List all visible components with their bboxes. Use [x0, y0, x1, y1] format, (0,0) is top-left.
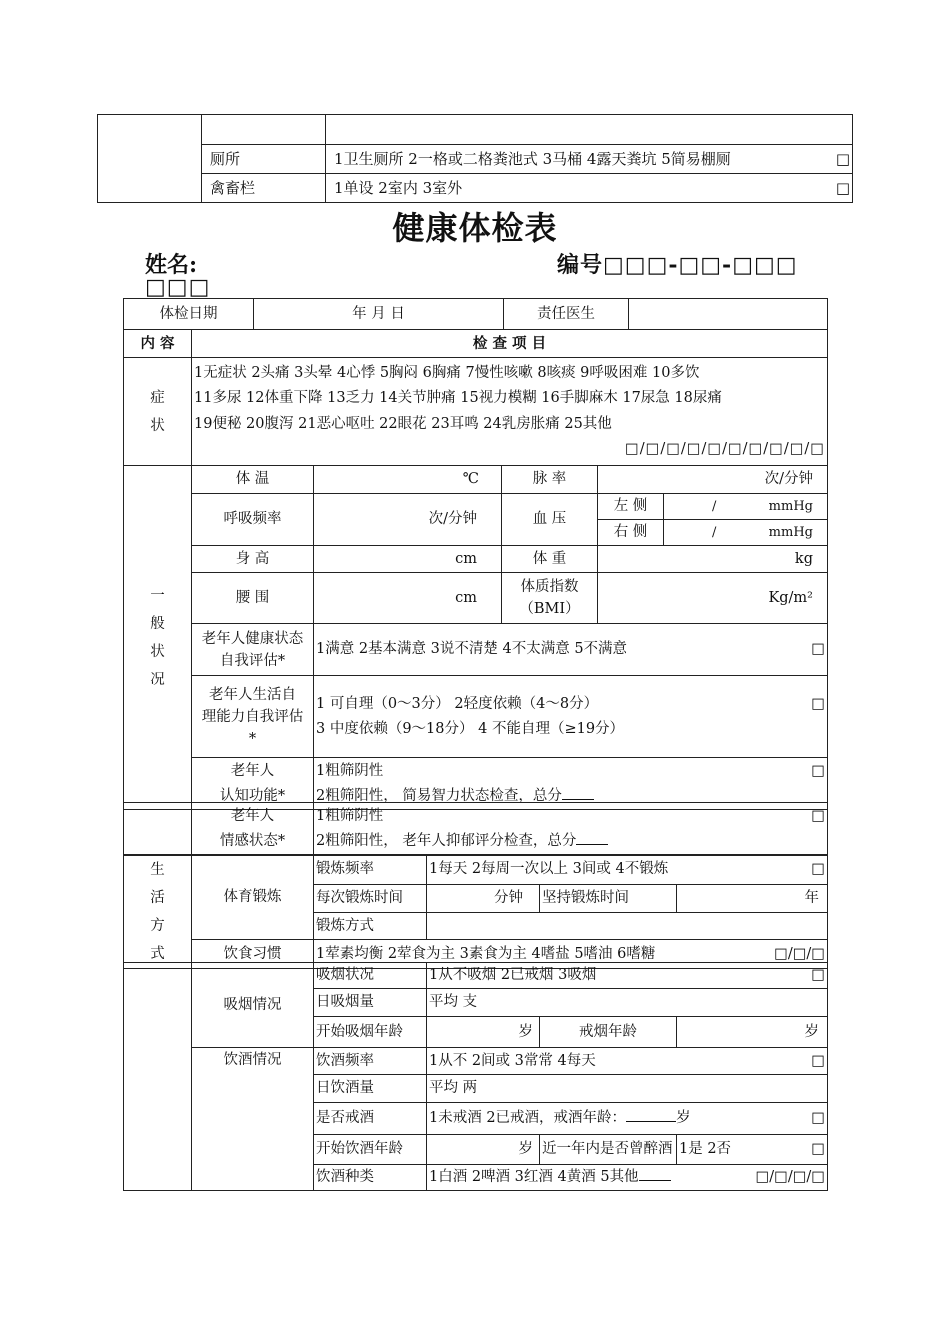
top-section-table	[97, 114, 853, 203]
symptoms-line-1: 1无症状 2头痛 3头晕 4心悸 5胸闷 6胸痛 7慢性咳嗽 8咳痰 9呼吸困难 10多饮	[194, 364, 700, 381]
cognitive-label: 老年人 认知功能*	[192, 758, 314, 810]
toilet-options: 1卫生厕所 2一格或二格粪池式 3马桶 4露天粪坑 5简易棚厕	[334, 149, 731, 168]
general-status-table	[123, 465, 828, 810]
top-left-blank-cell	[98, 115, 202, 203]
temperature-value[interactable]: ℃	[314, 466, 502, 494]
name-label: 姓名:	[145, 252, 198, 278]
exam-date-value[interactable]: 年 月 日	[254, 299, 504, 330]
bp-left-value[interactable]: / mmHg	[664, 494, 828, 520]
waist-value[interactable]: cm	[314, 573, 502, 624]
drinking-start-age-value[interactable]: 岁	[427, 1135, 540, 1165]
drink-type-label: 饮酒种类	[314, 1165, 427, 1191]
height-value[interactable]: cm	[314, 546, 502, 573]
page-title: 健康体检表	[392, 209, 558, 247]
toilet-checkbox[interactable]: □	[835, 149, 850, 168]
toilet-label: 厕所	[202, 145, 326, 174]
drunk-last-year-label: 近一年内是否曾醉酒	[540, 1135, 677, 1165]
blood-pressure-label: 血 压	[502, 494, 598, 546]
pulse-value[interactable]: 次/分钟	[598, 466, 828, 494]
exercise-mode-value[interactable]	[427, 913, 828, 940]
self-care-checkbox[interactable]: □	[811, 695, 825, 712]
exam-info-table	[123, 298, 828, 330]
top-row-label	[202, 115, 326, 145]
drink-type-other-blank[interactable]	[639, 1166, 671, 1181]
quit-drinking-checkbox[interactable]: □	[811, 1110, 825, 1126]
drinking-frequency-checkbox[interactable]: □	[811, 1052, 825, 1069]
drinking-frequency-options: 1从不 2间或 3常常 4每天 □	[427, 1048, 828, 1075]
emotion-score-blank[interactable]	[576, 830, 608, 845]
quit-smoking-age-label: 戒烟年龄	[540, 1017, 677, 1048]
quit-drinking-label: 是否戒酒	[314, 1103, 427, 1135]
drink-type-checkboxes[interactable]: □/□/□/□	[755, 1169, 825, 1185]
symptoms-checkboxes[interactable]: □/□/□/□/□/□/□/□/□/□	[625, 441, 825, 457]
self-care-options: □ 1 可自理（0～3分） 2轻度依赖（4～8分） 3 中度依赖（9～18分） 4 不能自理（≥19分）	[314, 676, 828, 758]
smoking-status-checkbox[interactable]: □	[811, 967, 825, 983]
smoking-drinking-table	[123, 962, 828, 1191]
weight-value[interactable]: kg	[598, 546, 828, 573]
health-self-eval-options: 1满意 2基本满意 3说不清楚 4不太满意 5不满意 □	[314, 624, 828, 676]
emotion-table	[123, 802, 828, 855]
daily-drinking-label: 日饮酒量	[314, 1075, 427, 1103]
exercise-duration-label: 每次锻炼时间	[314, 884, 427, 913]
symptoms-section-label: 症 状	[124, 358, 192, 466]
smoking-start-age-value[interactable]: 岁	[427, 1017, 540, 1048]
respiration-value[interactable]: 次/分钟	[314, 494, 502, 546]
serial-number-label: 编号□□□-□□-□□□	[557, 252, 798, 278]
bmi-label: 体质指数 （BMI）	[502, 573, 598, 624]
drinking-label: 饮酒情况	[192, 1048, 314, 1191]
diet-checkboxes[interactable]: □/□/□	[774, 945, 825, 962]
diet-label: 饮食习惯	[192, 940, 314, 969]
bp-left-label: 左 侧	[598, 494, 664, 520]
exercise-persist-value[interactable]: 年	[677, 884, 828, 913]
doctor-value[interactable]	[629, 299, 828, 330]
daily-smoking-label: 日吸烟量	[314, 989, 427, 1017]
livestock-pen-options: 1单设 2室内 3室外	[334, 178, 463, 197]
bp-right-value[interactable]: / mmHg	[664, 520, 828, 546]
livestock-pen-label: 禽畜栏	[202, 174, 326, 203]
daily-smoking-value[interactable]: 平均 支	[427, 989, 828, 1017]
exercise-frequency-checkbox[interactable]: □	[811, 861, 825, 878]
livestock-pen-checkbox[interactable]: □	[835, 178, 850, 197]
exam-date-label: 体检日期	[124, 299, 254, 330]
daily-drinking-value[interactable]: 平均 两	[427, 1075, 828, 1103]
symptoms-line-3: 19便秘 20腹泻 21恶心呕吐 22眼花 23耳鸣 24乳房胀痛 25其他	[194, 415, 612, 432]
emotion-options: □ 1粗筛阴性 2粗筛阳性， 老年人抑郁评分检查，总分	[314, 803, 828, 855]
content-header-left: 内 容	[124, 330, 192, 358]
exercise-label: 体育锻炼	[192, 856, 314, 940]
quit-drinking-options: 1未戒酒 2已戒酒，戒酒年龄： 岁 □	[427, 1103, 828, 1135]
quit-smoking-age-value[interactable]: 岁	[677, 1017, 828, 1048]
drinking-start-age-label: 开始饮酒年龄	[314, 1135, 427, 1165]
self-care-label: 老年人生活自 理能力自我评估 *	[192, 676, 314, 758]
exercise-persist-label: 坚持锻炼时间	[540, 884, 677, 913]
top-row-options	[326, 115, 853, 145]
smoking-start-age-label: 开始吸烟年龄	[314, 1017, 427, 1048]
smoking-status-label: 吸烟状况	[314, 963, 427, 989]
diet-options: 1荤素均衡 2荤食为主 3素食为主 4嗜盐 5嗜油 6嗜糖 □/□/□	[314, 940, 828, 969]
cognitive-checkbox[interactable]: □	[811, 762, 825, 779]
symptoms-line-2: 11多尿 12体重下降 13乏力 14关节肿痛 15视力模糊 16手脚麻木 17尿急 18尿痛	[194, 390, 722, 406]
health-self-eval-checkbox[interactable]: □	[811, 641, 825, 657]
content-header-right: 检 查 项 目	[192, 330, 828, 358]
bp-right-label: 右 侧	[598, 520, 664, 546]
pulse-label: 脉 率	[502, 466, 598, 494]
exercise-duration-value[interactable]: 分钟	[427, 884, 540, 913]
lifestyle-table	[123, 855, 828, 969]
cognitive-score-blank[interactable]	[562, 785, 594, 800]
bmi-value[interactable]: Kg/m²	[598, 573, 828, 624]
serial-number-continued: □□□	[145, 274, 211, 300]
waist-label: 腰 围	[192, 573, 314, 624]
doctor-label: 责任医生	[504, 299, 629, 330]
exercise-mode-label: 锻炼方式	[314, 913, 427, 940]
symptoms-table	[123, 329, 828, 466]
weight-label: 体 重	[502, 546, 598, 573]
health-self-eval-label: 老年人健康状态 自我评估*	[192, 624, 314, 676]
smoking-status-options: 1从不吸烟 2已戒烟 3吸烟 □	[427, 963, 828, 989]
cognitive-options: □ 1粗筛阴性 2粗筛阳性， 简易智力状态检查，总分	[314, 758, 828, 810]
emotion-checkbox[interactable]: □	[811, 807, 825, 824]
exercise-frequency-options: 1每天 2每周一次以上 3间或 4不锻炼 □	[427, 856, 828, 885]
drunk-last-year-options: 1是 2否 □	[677, 1135, 828, 1165]
emotion-label: 老年人 情感状态*	[192, 803, 314, 855]
general-section-tail	[124, 803, 192, 855]
symptoms-options	[192, 358, 828, 466]
exercise-frequency-label: 锻炼频率	[314, 856, 427, 885]
lifestyle-section-tail	[124, 963, 192, 1191]
temperature-label: 体 温	[192, 466, 314, 494]
lifestyle-section-label: 生 活 方 式	[124, 856, 192, 969]
general-section-label: 一 般 状 况	[124, 466, 192, 810]
smoking-label: 吸烟情况	[192, 963, 314, 1048]
drunk-last-year-checkbox[interactable]: □	[811, 1141, 825, 1157]
height-label: 身 高	[192, 546, 314, 573]
drink-type-options: 1白酒 2啤酒 3红酒 4黄酒 5其他 □/□/□/□	[427, 1165, 828, 1191]
respiration-label: 呼吸频率	[192, 494, 314, 546]
quit-drinking-age-blank[interactable]	[626, 1107, 676, 1122]
drinking-frequency-label: 饮酒频率	[314, 1048, 427, 1075]
